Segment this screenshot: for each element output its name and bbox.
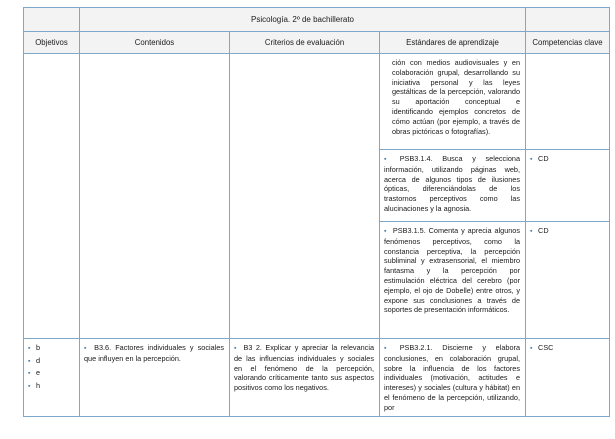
bullet-icon: ▪ [384, 345, 387, 352]
table-row [24, 54, 610, 150]
bullet-icon: ▪ [28, 370, 31, 377]
bullet-icon: ▪ [530, 228, 533, 235]
header-objetivos: Objetivos [24, 32, 80, 54]
objetivo-text: d [36, 355, 41, 365]
objetivo-text: e [36, 368, 41, 377]
list-item [28, 381, 79, 394]
header-criterios: Criterios de evaluación [230, 32, 380, 54]
header-contenidos: Contenidos [80, 32, 230, 54]
title-row [24, 8, 610, 32]
competencia-cell [526, 222, 610, 339]
contenido-cell [80, 339, 230, 417]
estandar-cell [380, 54, 526, 150]
title-blank-cell [24, 8, 80, 32]
estandar-text: PSB3.1.5. Comenta y aprecia algunos fenómenos perceptivos, como la constancia perceptiva, la percepción subliminal y extrasensorial, el miembro fantasma y la percepción por estimulación eléctrica del cerebro (por ejemplo, el ojo de Dobelle) entre otros, y expone sus conclusiones a través de soportes de presentación informáticos. [384, 226, 521, 315]
header-competencias: Competencias clave [526, 32, 610, 54]
list-item [28, 356, 79, 369]
bullet-icon: ▪ [530, 345, 533, 352]
competencia-cell [526, 54, 610, 150]
contenido-text: B3.6. Factores individuales y sociales que influyen en la percepción. [84, 343, 224, 363]
bullet-icon: ▪ [384, 228, 387, 235]
title-blank-cell-right [526, 8, 610, 32]
estandar-text: PSB3.1.4. Busca y selecciona información, utilizando páginas web, acerca de algunos tipos de ilusiones ópticas, diferenciándolas de los trastornos perceptivos como las alucinaciones y la agnosia. [384, 154, 521, 213]
bullet-icon: ▪ [28, 357, 31, 365]
curriculum-table [23, 7, 610, 417]
objetivos-cell [24, 54, 80, 339]
competencia-text: CD [538, 226, 549, 235]
competencia-cell [526, 150, 610, 222]
bullet-icon: ▪ [28, 382, 31, 390]
estandar-cell [380, 339, 526, 417]
estandar-text: ción con medios audiovisuales y en colaboración grupal, desarrollando su iniciativa personal y las leyes gestálticas de la percepción, valorando su aportación conceptual e identificando ejemplos concretos de cómo actúan (por ejemplo, a través de obras pictóricas o fotografías). [392, 58, 521, 136]
estandar-cell [380, 222, 526, 339]
objetivo-text: h [36, 380, 41, 390]
bullet-icon: ▪ [234, 345, 237, 352]
contenidos-cell [80, 54, 230, 339]
criterios-cell [230, 54, 380, 339]
criterio-cell [230, 339, 380, 417]
bullet-icon: ▪ [384, 156, 387, 163]
estandar-cell [380, 150, 526, 222]
header-row [24, 32, 610, 54]
competencia-text: CD [538, 154, 549, 163]
objetivos-list [24, 339, 79, 393]
table-title: Psicología. 2º de bachillerato [80, 8, 526, 32]
header-estandares: Estándares de aprendizaje [380, 32, 526, 54]
list-item [28, 368, 79, 381]
competencia-text: CSC [538, 343, 554, 352]
table-row [24, 339, 610, 417]
objetivos-cell [24, 339, 80, 417]
list-item [28, 343, 79, 356]
bullet-icon: ▪ [84, 345, 87, 352]
criterio-text: B3 2. Explicar y apreciar la relevancia de las influencias individuales y sociales en el fenómeno de la percepción, valorando críticamente tanto sus aspectos positivos como los negativos. [234, 343, 375, 393]
objetivo-text: b [36, 343, 41, 352]
bullet-icon: ▪ [530, 156, 533, 163]
bullet-icon: ▪ [28, 345, 31, 352]
estandar-text: PSB3.2.1. Discierne y elabora conclusiones, en colaboración grupal, sobre la influencia de los factores individuales (motivación, actitudes e intereses) y sociales (cultura y hábitat) en el fenómeno de la percepción, utilizando, por [384, 343, 521, 412]
competencia-cell [526, 339, 610, 417]
